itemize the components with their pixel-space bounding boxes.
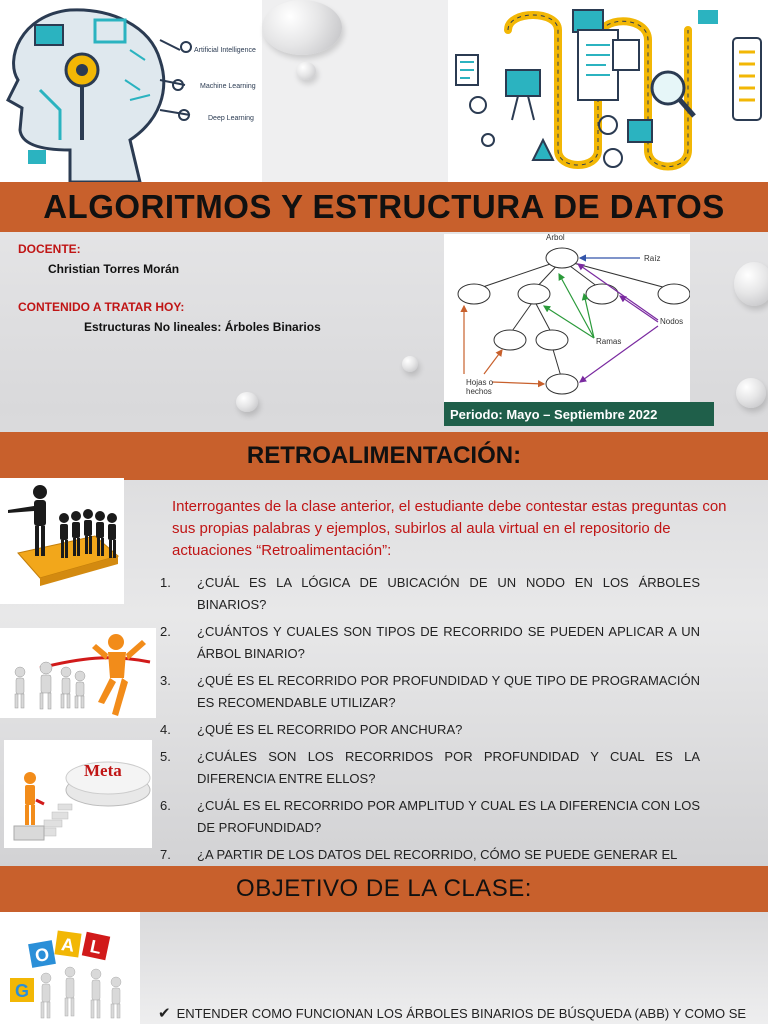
ai-label: Artificial Intelligence — [194, 47, 256, 54]
list-item — [160, 621, 700, 665]
water-drop-decoration — [296, 62, 316, 80]
list-item — [160, 844, 700, 866]
objective-text: ENTENDER COMO FUNCIONAN LOS ÁRBOLES BINARIOS DE BÚSQUEDA (ABB) Y COMO SE — [176, 1006, 747, 1021]
water-drop-decoration — [736, 378, 766, 408]
hechos-label: hechos — [466, 387, 492, 396]
goal-letter-a: A — [60, 934, 76, 956]
hojas-label: Hojas o — [466, 378, 494, 387]
objective-heading: OBJETIVO DE LA CLASE: — [236, 875, 532, 902]
ai-head-icon — [0, 0, 262, 182]
ai-illustration — [0, 0, 262, 182]
meta-label: Meta — [84, 761, 122, 780]
race-illustration — [0, 628, 156, 718]
list-item — [160, 572, 700, 616]
question-text: ¿CUÁL ES LA LÓGICA DE UBICACIÓN DE UN NODO EN LOS ÁRBOLES BINARIOS? — [197, 575, 700, 612]
water-drop-decoration — [402, 356, 418, 372]
docente-label: DOCENTE: — [18, 242, 81, 256]
tech-illustration — [448, 0, 768, 182]
question-number: 4. — [160, 722, 171, 737]
ml-label: Machine Learning — [200, 83, 256, 90]
retro-heading: RETROALIMENTACIÓN: — [246, 442, 522, 469]
docente-name: Christian Torres Morán — [48, 262, 180, 276]
title-bar — [0, 182, 768, 232]
leader-figures-icon — [0, 478, 124, 604]
period-text: Periodo: Mayo – Septiembre 2022 — [450, 406, 658, 422]
water-drop-decoration — [236, 392, 258, 412]
goal-meta-illustration — [4, 740, 152, 848]
water-drop-decoration — [262, 0, 342, 55]
period-banner — [444, 402, 714, 426]
question-number: 2. — [160, 624, 171, 639]
goal-letter-l: L — [88, 936, 104, 958]
goal-illustration — [0, 912, 140, 1024]
goal-letter-o: O — [33, 943, 51, 967]
check-icon: ✔ — [158, 1005, 171, 1022]
tree-diagram — [444, 234, 690, 402]
meta-steps-icon — [4, 740, 152, 848]
dl-label: Deep Learning — [208, 115, 254, 122]
ramas-label: Ramas — [596, 337, 622, 346]
question-number: 6. — [160, 798, 171, 813]
list-item — [160, 719, 700, 741]
objective-item — [158, 1004, 758, 1022]
question-number: 5. — [160, 749, 171, 764]
retro-intro-text: Interrogantes de la clase anterior, el estudiante debe contestar estas preguntas con sus propias palabras y ejemplos, subirlos al aula virtual en el repositorio de actuaciones “Retroalimentación”: — [172, 498, 727, 559]
runners-icon — [0, 628, 156, 718]
retro-bar — [0, 432, 768, 480]
top-banner — [0, 0, 768, 182]
list-item — [160, 670, 700, 714]
goal-blocks-icon — [0, 912, 140, 1024]
nodos-label: Nodos — [660, 317, 684, 326]
raiz-label: Raíz — [644, 254, 661, 263]
water-drop-decoration — [734, 262, 768, 306]
goal-letter-g: G — [14, 981, 30, 1001]
question-number: 3. — [160, 673, 171, 688]
question-text: ¿CUÁLES SON LOS RECORRIDOS POR PROFUNDIDAD Y CUAL ES LA DIFERENCIA ENTRE ELLOS? — [197, 749, 700, 786]
list-item — [160, 746, 700, 790]
question-text: ¿CUÁL ES EL RECORRIDO POR AMPLITUD Y CUAL ES LA DIFERENCIA CON LOS DE PROFUNDIDAD? — [197, 798, 700, 835]
question-number: 7. — [160, 847, 171, 862]
contenido-value: Estructuras No lineales: Árboles Binarios — [84, 320, 321, 334]
question-text: ¿A PARTIR DE LOS DATOS DEL RECORRIDO, CÓMO SE PUEDE GENERAR EL — [197, 847, 678, 862]
tree-title: Árbol — [546, 234, 565, 242]
question-list — [160, 572, 700, 866]
leader-illustration — [0, 478, 124, 604]
contenido-label: CONTENIDO A TRATAR HOY: — [18, 300, 185, 314]
binary-tree-graphic — [444, 234, 690, 402]
question-number: 1. — [160, 575, 171, 590]
objective-bar — [0, 866, 768, 912]
question-text: ¿QUÉ ES EL RECORRIDO POR PROFUNDIDAD Y QUE TIPO DE PROGRAMACIÓN ES RECOMENDABLE UTILIZAR? — [197, 673, 700, 710]
question-text: ¿CUÁNTOS Y CUALES SON TIPOS DE RECORRIDO SE PUEDEN APLICAR A UN ÁRBOL BINARIO? — [197, 624, 700, 661]
list-item — [160, 795, 700, 839]
question-text: ¿QUÉ ES EL RECORRIDO POR ANCHURA? — [197, 722, 463, 737]
tech-icons — [448, 0, 768, 182]
page-title: ALGORITMOS Y ESTRUCTURA DE DATOS — [43, 188, 725, 225]
